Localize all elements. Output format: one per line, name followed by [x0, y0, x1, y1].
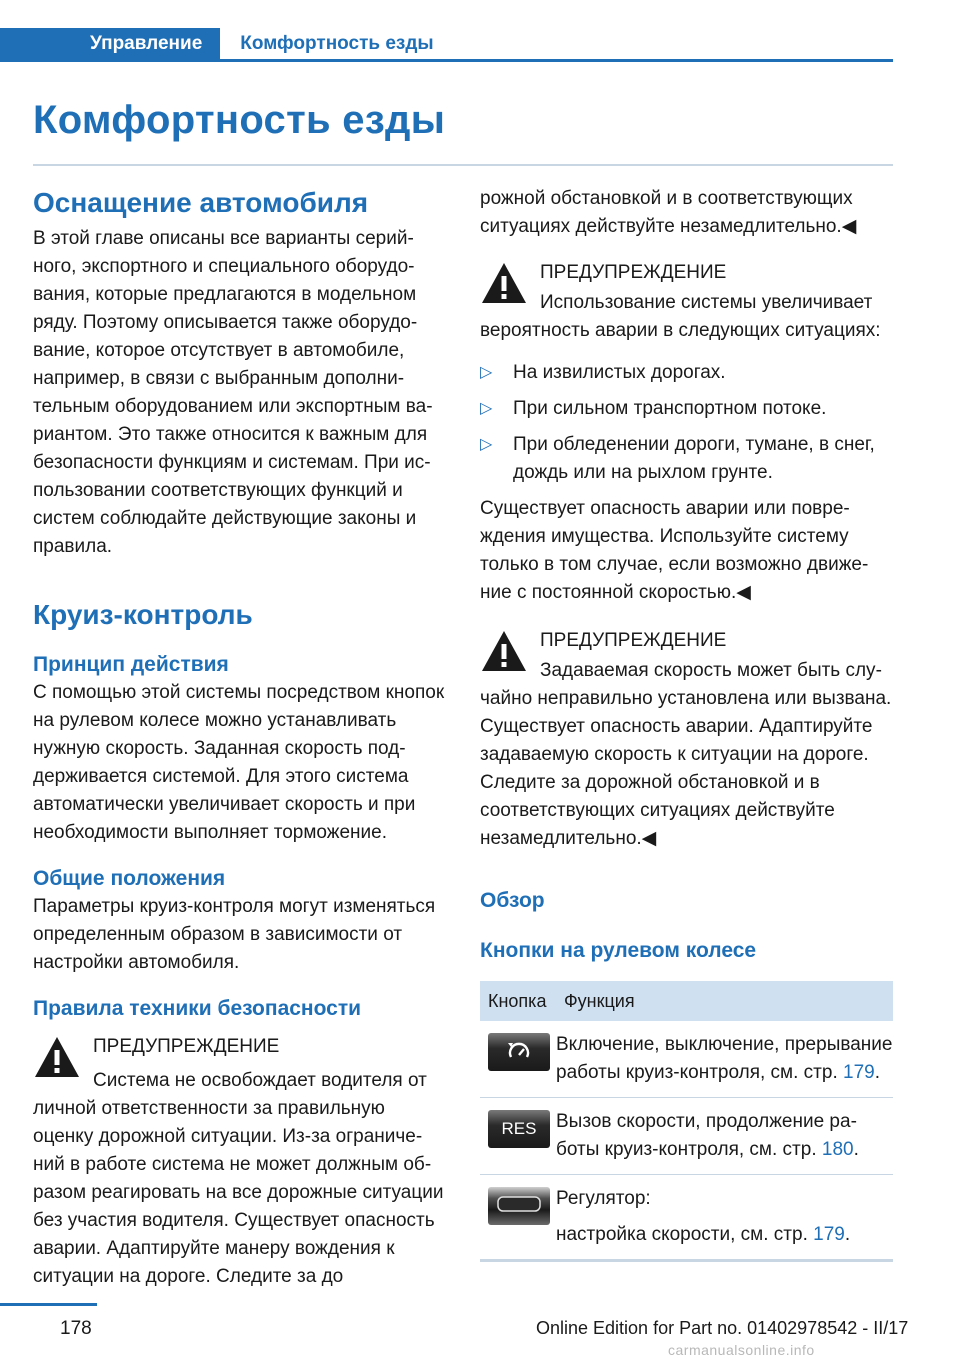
page-title: Комфортность езды	[33, 98, 446, 142]
header-tabs	[0, 28, 893, 62]
warning-heading: ПРЕДУПРЕЖДЕНИЕ	[93, 1036, 280, 1057]
list-item: ▷ На извилистых дорогах.	[480, 359, 893, 387]
triangle-bullet-icon: ▷	[480, 364, 493, 381]
heading-principle: Принцип действия	[33, 653, 229, 676]
title-divider	[33, 164, 893, 166]
buttons-table	[480, 981, 893, 1262]
warning-heading: ПРЕДУПРЕЖДЕНИЕ	[540, 262, 727, 283]
list-item: ▷ При обледенении дороги, тумане, в снег, дождь или на рыхлом грунте.	[480, 431, 893, 487]
tab-control[interactable]: Управление	[0, 28, 220, 59]
warning-triangle-icon	[480, 261, 528, 305]
right-column	[480, 185, 893, 1262]
page-link[interactable]: 180	[821, 1139, 854, 1160]
warning-heading: ПРЕДУПРЕЖДЕНИЕ	[540, 630, 727, 651]
warning-block-1	[33, 1031, 446, 1291]
warning-text: Использование системы увеличивает вероятность аварии в следующих ситуациях:	[480, 292, 881, 341]
cruise-control-button-icon	[488, 1033, 550, 1071]
warning-text: Задаваемая скорость может быть случайно неправильно установлена или вызвана. Существует опасность аварии. Адаптируйте задаваемую скорость к ситуации на дороге. Следите за дорожной обстановкой и в соответствующих ситуациях действуйте незамедлительно.◀	[480, 660, 892, 849]
footer-rule	[0, 1303, 97, 1306]
page-number: 178	[60, 1318, 92, 1339]
heading-cruise-control: Круиз-контроль	[33, 599, 253, 630]
bullet-list	[480, 359, 893, 487]
table-row	[480, 1021, 893, 1098]
heading-safety: Правила техники безопасности	[33, 997, 362, 1020]
list-item: ▷ При сильном транспортном потоке.	[480, 395, 893, 423]
paragraph-danger: Существует опасность аварии или повреждения имущества. Используйте систему только в том случае, если возможно движение с постоянной скоростью.◀	[480, 498, 869, 603]
warning-text-continued: рожной обстановкой и в соответствующих ситуациях действуйте незамедлительно.◀	[480, 188, 857, 237]
triangle-bullet-icon: ▷	[480, 436, 493, 453]
heading-wheel-buttons: Кнопки на рулевом колесе	[480, 939, 757, 962]
left-column	[33, 185, 446, 1291]
warning-text: Система не освобождает водителя от личной ответственности за правильную оценку дорожной ситуации. Из-за ограничений в работе система не может должным образом реагировать на все дорожные ситуации без участия водителя. Существует опасность аварии. Адаптируйте манеру вождения к ситуации на дороге. Следите за до	[33, 1070, 444, 1287]
function-cell: Включение, выключение, прерывание работы круиз-контроля, см. стр. 179.	[556, 1021, 893, 1098]
page-link[interactable]: 179	[843, 1062, 875, 1083]
paragraph-principle: С помощью этой системы посредством кнопок на рулевом колесе можно устанавливать нужную скорость. Заданная скорость поддерживается системой. Для этого система автоматически увеличивает скорость и при необходимости выполняет торможение.	[33, 682, 445, 843]
column-header-function: Функция	[556, 981, 893, 1021]
heading-overview: Обзор	[480, 889, 545, 912]
page-link[interactable]: 179	[813, 1224, 845, 1245]
edition-info: Online Edition for Part no. 01402978542 - II/17	[536, 1318, 909, 1338]
paragraph-equipment: В этой главе описаны все варианты серийного, экспортного и специального оборудования, которые предлагаются в модельном ряду. Поэтому описывается также оборудование, которое отсутствует в автомобиле, например, в связи с выбранным дополнительным оборудованием или экспортным вариантом. Это также относится к важным для безопасности функциям и системам. При использовании соответствующих функций и систем соблюдайте действующие законы и правила.	[33, 228, 433, 557]
table-row	[480, 1098, 893, 1175]
warning-block-2	[480, 257, 893, 345]
warning-triangle-icon	[33, 1035, 81, 1079]
heading-general: Общие положения	[33, 867, 226, 890]
warning-block-3	[480, 625, 893, 853]
column-header-button: Кнопка	[480, 981, 556, 1021]
res-button-icon: RES	[488, 1110, 550, 1148]
tab-driving-comfort[interactable]: Комфортность езды	[240, 32, 434, 54]
function-cell: Вызов скорости, продолжение работы круиз-контроля, см. стр. 180.	[556, 1098, 893, 1175]
rocker-switch-button-icon	[488, 1187, 550, 1225]
watermark: carmanualsonline.info	[668, 1342, 815, 1358]
warning-triangle-icon	[480, 629, 528, 673]
heading-equipment: Оснащение автомобиля	[33, 187, 369, 218]
paragraph-general: Параметры круиз-контроля могут изменяться определенным образом в зависимости от настройки автомобиля.	[33, 896, 436, 973]
function-cell: Регулятор: настройка скорости, см. стр. 179.	[556, 1175, 893, 1261]
table-row	[480, 1175, 893, 1261]
triangle-bullet-icon: ▷	[480, 400, 493, 417]
